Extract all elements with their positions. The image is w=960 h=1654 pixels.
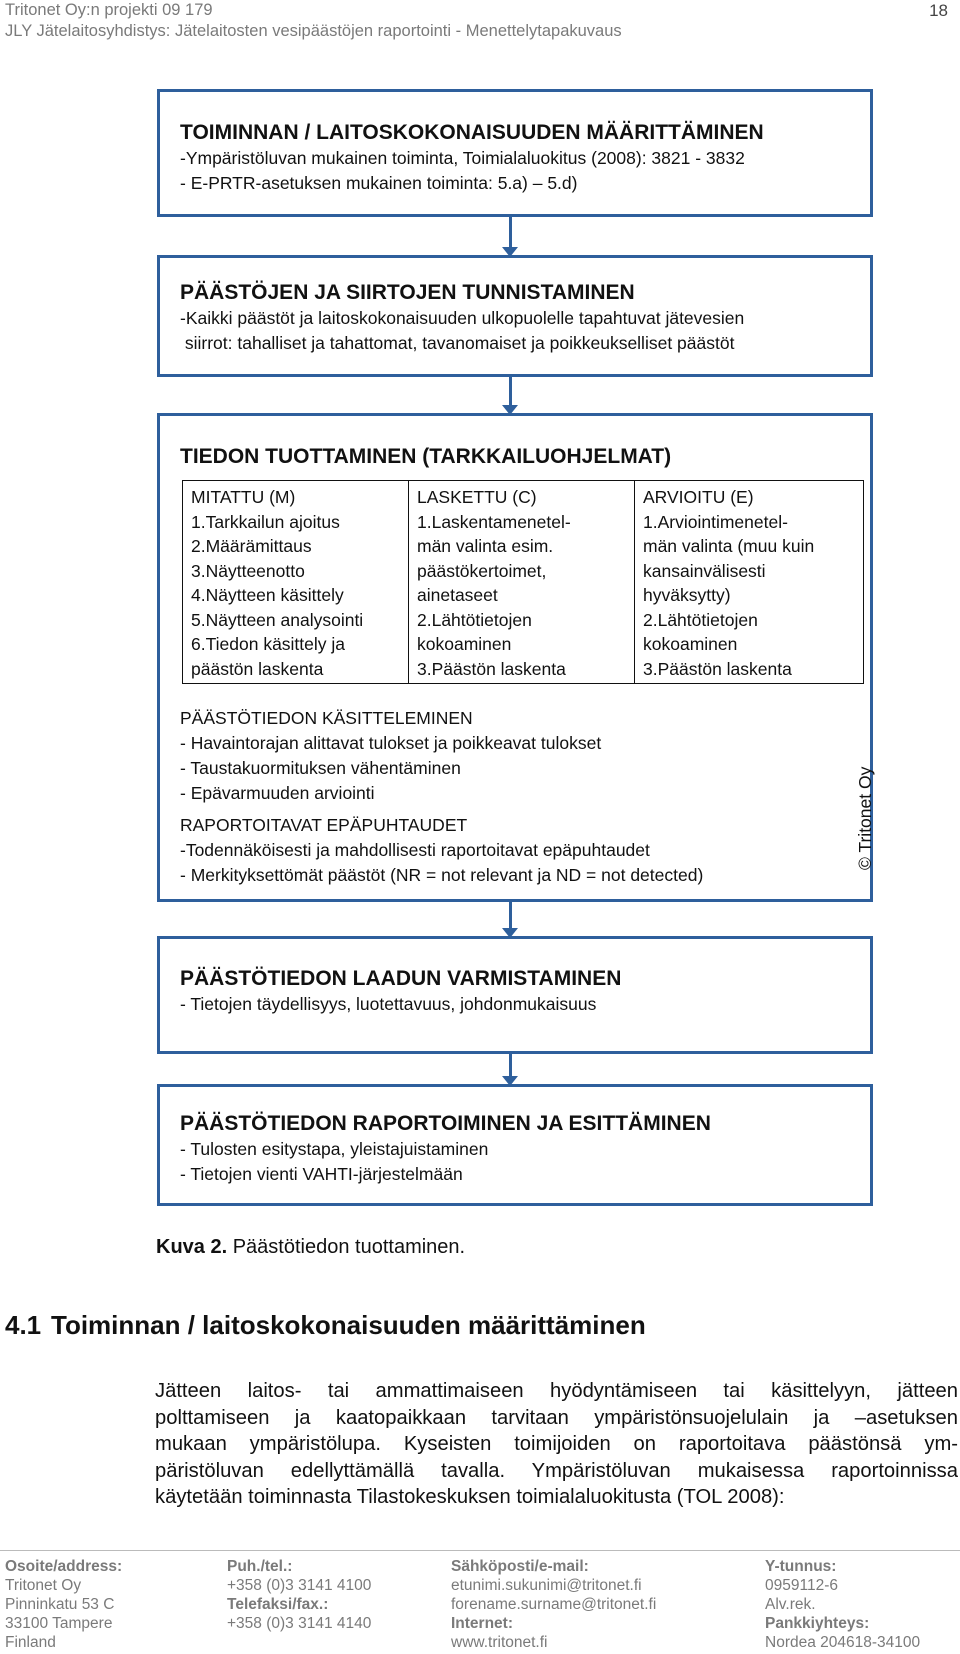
page-number: 18	[929, 1, 948, 20]
figure-caption	[156, 1236, 465, 1259]
method-column-calculated	[409, 481, 635, 684]
method-line: 5.Näytteen analysointi	[191, 609, 364, 630]
flow-arrow	[509, 1054, 512, 1080]
uncertainties-heading: RAPORTOITAVAT EPÄPUHTAUDET	[180, 815, 468, 835]
paragraph-line: käytetään toiminnasta Tilastokeskuksen toimialaluokitusta (TOL 2008):	[155, 1486, 785, 1508]
method-line: 2.Lähtötietojen	[643, 609, 758, 630]
flow-box-data-production-title: TIEDON TUOTTAMINEN (TARKKAILUOHJELMAT)	[180, 445, 672, 468]
footer-company-id-heading: Y-tunnus:	[765, 1558, 837, 1575]
method-line: MITATTU (M)	[191, 487, 296, 507]
figure-caption-label: Kuva 2.	[156, 1236, 228, 1258]
footer-email	[451, 1557, 656, 1652]
uncertainties-line: -Todennäköisesti ja mahdollisesti raportoitavat epäpuhtaudet	[180, 840, 650, 860]
copyright-notice: © Tritonet Oy	[855, 766, 875, 870]
flow-box-definition-title: TOIMINNAN / LAITOSKOKONAISUUDEN MÄÄRITTÄMINEN	[180, 121, 764, 144]
uncertainties-line: - Merkityksettömät päästöt (NR = not relevant ja ND = not detected)	[180, 865, 704, 885]
flow-box-definition-line: - E-PRTR-asetuksen mukainen toiminta: 5.a) – 5.d)	[180, 173, 578, 193]
method-line: män valinta (muu kuin	[643, 536, 815, 556]
method-line: päästökertoimet,	[417, 560, 547, 581]
flow-arrow	[509, 902, 512, 932]
flow-box-quality-title: PÄÄSTÖTIEDON LAADUN VARMISTAMINEN	[180, 967, 622, 990]
footer-internet-link[interactable]: www.tritonet.fi	[451, 1634, 548, 1651]
method-line: 3.Päästön laskenta	[643, 658, 792, 679]
processing-line: - Epävarmuuden arviointi	[180, 783, 375, 803]
header-document-title: JLY Jätelaitosyhdistys: Jätelaitosten vesipäästöjen raportointi - Menettelytapakuvaus	[5, 22, 622, 40]
paragraph-line: mukaan ympäristölupa. Kyseisten toimijoiden on raportoitava päästönsä ym-	[155, 1433, 958, 1455]
method-line: 3.Päästön laskenta	[417, 658, 566, 679]
processing-line: - Taustakuormituksen vähentäminen	[180, 758, 461, 778]
flow-box-quality-line: - Tietojen täydellisyys, luotettavuus, johdonmukaisuus	[180, 994, 597, 1014]
footer-fax-heading: Telefaksi/fax.:	[227, 1596, 329, 1613]
footer-phone-heading: Puh./tel.:	[227, 1558, 293, 1575]
flow-box-reporting	[157, 1084, 873, 1206]
method-line: 4.Näytteen käsittely	[191, 585, 344, 605]
method-line: kokoaminen	[417, 634, 512, 654]
paragraph-line: päristöluvan edellyttämällä tavalla. Ympäristöluvan mukaisessa raportoinnissa	[155, 1459, 958, 1482]
footer-bank-heading: Pankkiyhteys:	[765, 1615, 870, 1632]
flow-box-quality	[157, 936, 873, 1054]
footer-address-line: 33100 Tampere	[5, 1615, 113, 1632]
method-line: 2.Määrämittaus	[191, 536, 312, 556]
flow-box-definition-line: -Ympäristöluvan mukainen toiminta, Toimialaluokitus (2008): 3821 - 3832	[180, 148, 745, 168]
footer-company	[765, 1557, 920, 1652]
footer-fax-value: +358 (0)3 3141 4140	[227, 1615, 372, 1632]
flow-box-identification-line: siirrot: tahalliset ja tahattomat, tavanomaiset ja poikkeukselliset päästöt	[180, 333, 735, 353]
processing-heading: PÄÄSTÖTIEDON KÄSITTELEMINEN	[180, 708, 473, 728]
method-line: 2.Lähtötietojen	[417, 609, 532, 630]
footer-email-line[interactable]: forename.surname@tritonet.fi	[451, 1596, 657, 1613]
method-line: ainetaseet	[417, 585, 498, 605]
footer-phone	[227, 1557, 371, 1633]
flow-box-identification	[157, 255, 873, 377]
section-number: 4.1	[5, 1310, 42, 1340]
flow-arrow	[509, 217, 512, 251]
method-line: LASKETTU (C)	[417, 487, 537, 507]
method-line: kansainvälisesti	[643, 560, 766, 581]
method-column-estimated	[635, 481, 864, 684]
footer-company-vat: Alv.rek.	[765, 1596, 816, 1613]
method-line: 6.Tiedon käsittely ja	[191, 634, 346, 654]
footer-phone-value: +358 (0)3 3141 4100	[227, 1577, 372, 1594]
footer-address	[5, 1557, 122, 1652]
flow-box-data-production	[157, 413, 873, 902]
footer-address-line: Tritonet Oy	[5, 1577, 82, 1594]
processing-line: - Havaintorajan alittavat tulokset ja poikkeavat tulokset	[180, 733, 602, 753]
method-line: hyväksytty)	[643, 585, 731, 605]
method-line: kokoaminen	[643, 634, 738, 654]
footer-company-id: 0959112-6	[765, 1577, 838, 1594]
flow-box-identification-line: -Kaikki päästöt ja laitoskokonaisuuden ulkopuolelle tapahtuvat jätevesien	[180, 308, 745, 328]
flow-box-reporting-line: - Tietojen vienti VAHTI-järjestelmään	[180, 1164, 463, 1184]
method-line: 1.Laskentamenetel-	[417, 511, 571, 532]
flow-arrow	[509, 377, 512, 409]
footer-address-heading: Osoite/address:	[5, 1558, 123, 1575]
body-paragraph	[155, 1378, 958, 1511]
method-line: 1.Tarkkailun ajoitus	[191, 511, 340, 532]
method-line: ARVIOITU (E)	[643, 487, 754, 507]
section-title: Toiminnan / laitoskokonaisuuden määrittäminen	[51, 1310, 646, 1340]
footer-bank-value: Nordea 204618-34100	[765, 1634, 921, 1651]
footer-internet-heading: Internet:	[451, 1615, 513, 1632]
section-heading	[5, 1310, 646, 1341]
flow-box-identification-title: PÄÄSTÖJEN JA SIIRTOJEN TUNNISTAMINEN	[180, 281, 635, 304]
footer-email-heading: Sähköposti/e-mail:	[451, 1558, 589, 1575]
header-project: Tritonet Oy:n projekti 09 179	[5, 1, 213, 19]
flow-box-definition	[157, 89, 873, 217]
method-line: päästön laskenta	[191, 658, 324, 679]
footer-address-line: Finland	[5, 1634, 56, 1651]
footer-divider	[0, 1550, 960, 1551]
method-line: män valinta esim.	[417, 536, 554, 556]
paragraph-line: polttamiseen ja kaatopaikkaan tarvitaan ympäristönsuojelulain ja –asetuksen	[155, 1406, 958, 1429]
methods-table	[182, 480, 864, 684]
method-line: 1.Arviointimenetel-	[643, 511, 788, 532]
flow-box-reporting-title: PÄÄSTÖTIEDON RAPORTOIMINEN JA ESITTÄMINEN	[180, 1112, 711, 1135]
figure-caption-text: Päästötiedon tuottaminen.	[227, 1236, 466, 1258]
flow-box-reporting-line: - Tulosten esitystapa, yleistajuistaminen	[180, 1139, 489, 1159]
footer-address-line: Pinninkatu 53 C	[5, 1596, 115, 1613]
paragraph-line: Jätteen laitos- tai ammattimaiseen hyödyntämiseen tai käsittelyyn, jätteen	[155, 1380, 958, 1402]
method-line: 3.Näytteenotto	[191, 560, 305, 581]
method-column-measured	[183, 481, 409, 684]
footer-email-line[interactable]: etunimi.sukunimi@tritonet.fi	[451, 1577, 642, 1594]
